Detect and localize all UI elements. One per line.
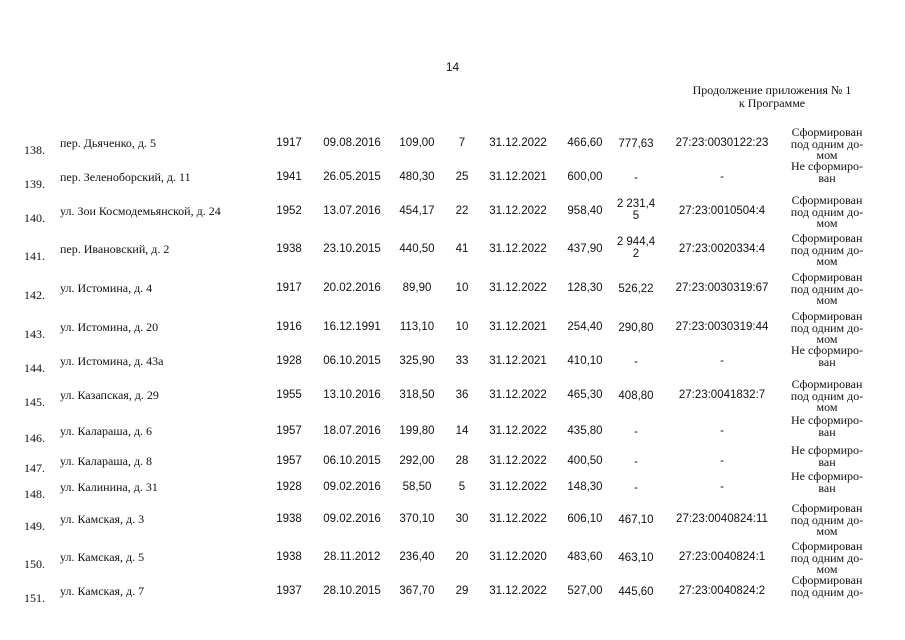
- address-cell: ул. Камская, д. 7: [60, 584, 145, 598]
- status-cell: [782, 415, 872, 438]
- value-cell: 128,30: [567, 282, 603, 294]
- year-cell: 1955: [276, 389, 302, 401]
- quantity-cell: 10: [455, 321, 469, 333]
- year-cell: 1941: [276, 171, 302, 183]
- quantity-cell: 41: [455, 243, 469, 255]
- year-cell: 1917: [276, 137, 302, 149]
- status-cell: [782, 503, 872, 538]
- row-number-cell: 150.: [24, 557, 45, 571]
- year-cell: 1957: [276, 425, 302, 437]
- area-cell: 370,10: [399, 513, 435, 525]
- amount-line: 408,80: [618, 390, 654, 402]
- amount-cell: [612, 283, 660, 295]
- status-line: под одним до-: [790, 281, 864, 296]
- cadastral-number-cell: -: [720, 171, 724, 183]
- status-line: Сформирован: [791, 231, 863, 245]
- amount-cell: [612, 356, 660, 368]
- status-cell: [782, 161, 872, 184]
- deadline-cell: 31.12.2022: [489, 205, 547, 217]
- status-line: мом: [816, 148, 838, 162]
- status-line: под одним до-: [790, 584, 864, 599]
- year-cell: 1916: [276, 321, 302, 333]
- status-line: мом: [816, 562, 838, 576]
- status-line: под одним до-: [790, 388, 864, 403]
- status-line: Сформирован: [791, 501, 863, 515]
- value-cell: 437,90: [567, 243, 603, 255]
- cadastral-number-cell: 27:23:0030319:44: [675, 321, 769, 333]
- area-cell: 480,30: [399, 171, 435, 183]
- row-number-cell: 144.: [24, 361, 45, 375]
- status-line: мом: [816, 293, 838, 307]
- address-cell: пер. Зеленоборский, д. 11: [60, 170, 191, 184]
- year-cell: 1937: [276, 585, 302, 597]
- status-line: под одним до-: [790, 242, 864, 257]
- deadline-cell: 31.12.2022: [489, 513, 547, 525]
- row-number-cell: 148.: [24, 487, 45, 501]
- year-cell: 1938: [276, 243, 302, 255]
- deadline-cell: 31.12.2021: [489, 355, 547, 367]
- amount-line: -: [634, 456, 638, 468]
- amount-cell: [612, 514, 660, 526]
- status-line: мом: [816, 216, 838, 230]
- status-line: Не сформиро-: [790, 469, 864, 483]
- area-cell: 109,00: [399, 137, 435, 149]
- row-number-cell: 145.: [24, 395, 45, 409]
- amount-cell: [612, 552, 660, 564]
- date-cell: 23.10.2015: [323, 243, 381, 255]
- status-line: Не сформиро-: [790, 443, 864, 457]
- date-cell: 20.02.2016: [323, 282, 381, 294]
- amount-cell: [612, 198, 660, 222]
- quantity-cell: 22: [455, 205, 469, 217]
- date-cell: 13.10.2016: [323, 389, 381, 401]
- amount-line: 467,10: [618, 514, 654, 526]
- quantity-cell: 20: [455, 551, 469, 563]
- cadastral-number-cell: 27:23:0020334:4: [678, 243, 766, 255]
- year-cell: 1917: [276, 282, 302, 294]
- year-cell: 1938: [276, 551, 302, 563]
- year-cell: 1957: [276, 455, 302, 467]
- status-line: Сформирован: [791, 539, 863, 553]
- cadastral-number-cell: 27:23:0040824:11: [676, 513, 768, 525]
- date-cell: 06.10.2015: [323, 355, 381, 367]
- cadastral-number-cell: -: [720, 355, 724, 367]
- cadastral-number-cell: -: [720, 425, 724, 437]
- amount-line: 2: [632, 248, 640, 260]
- area-cell: 454,17: [399, 205, 435, 217]
- quantity-cell: 7: [458, 137, 466, 149]
- quantity-cell: 28: [455, 455, 469, 467]
- continuation-line-2: к Программе: [738, 96, 806, 110]
- status-line: Не сформиро-: [790, 343, 864, 357]
- area-cell: 367,70: [399, 585, 435, 597]
- date-cell: 09.08.2016: [323, 137, 381, 149]
- amount-cell: [612, 456, 660, 468]
- status-cell: [782, 445, 872, 468]
- status-line: мом: [816, 254, 838, 268]
- status-cell: [782, 127, 872, 162]
- row-number-cell: 138.: [24, 143, 45, 157]
- date-cell: 28.11.2012: [323, 551, 381, 563]
- status-cell: [782, 345, 872, 368]
- amount-cell: [612, 586, 660, 598]
- status-cell: [782, 233, 872, 268]
- row-number-cell: 149.: [24, 519, 45, 533]
- amount-line: 5: [632, 210, 640, 222]
- quantity-cell: 36: [455, 389, 469, 401]
- deadline-cell: 31.12.2020: [489, 551, 547, 563]
- status-line: ван: [818, 354, 836, 369]
- deadline-cell: 31.12.2022: [489, 425, 547, 437]
- status-cell: [782, 272, 872, 307]
- status-line: Сформирован: [791, 377, 863, 391]
- year-cell: 1928: [276, 355, 302, 367]
- deadline-cell: 31.12.2022: [489, 389, 547, 401]
- address-cell: ул. Камская, д. 3: [60, 512, 145, 526]
- deadline-cell: 31.12.2021: [489, 321, 547, 333]
- quantity-cell: 14: [455, 425, 469, 437]
- quantity-cell: 30: [455, 513, 469, 525]
- quantity-cell: 33: [455, 355, 469, 367]
- amount-cell: [612, 322, 660, 334]
- status-line: мом: [816, 400, 838, 414]
- date-cell: 16.12.1991: [323, 321, 381, 333]
- value-cell: 600,00: [567, 171, 603, 183]
- address-cell: ул. Зои Космодемьянской, д. 24: [60, 204, 221, 218]
- address-cell: ул. Истомина, д. 20: [60, 320, 159, 334]
- status-cell: [782, 195, 872, 230]
- amount-cell: [612, 138, 660, 150]
- status-line: ван: [818, 454, 836, 469]
- value-cell: 148,30: [567, 481, 603, 493]
- deadline-cell: 31.12.2022: [489, 282, 547, 294]
- value-cell: 527,00: [567, 585, 603, 597]
- amount-line: -: [634, 172, 638, 184]
- quantity-cell: 25: [455, 171, 469, 183]
- address-cell: ул. Камская, д. 5: [60, 550, 145, 564]
- address-cell: ул. Казапская, д. 29: [60, 388, 159, 402]
- address-cell: пер. Ивановский, д. 2: [60, 242, 170, 256]
- row-number-cell: 140.: [24, 211, 45, 225]
- status-cell: [782, 471, 872, 494]
- amount-cell: [612, 426, 660, 438]
- status-cell: [782, 311, 872, 346]
- status-line: под одним до-: [790, 320, 864, 335]
- area-cell: 440,50: [399, 243, 435, 255]
- cadastral-number-cell: -: [720, 455, 724, 467]
- status-line: Сформирован: [791, 193, 863, 207]
- amount-line: 2 944,4: [616, 236, 656, 248]
- quantity-cell: 10: [455, 282, 469, 294]
- row-number-cell: 146.: [24, 431, 45, 445]
- cadastral-number-cell: 27:23:0010504:4: [678, 205, 766, 217]
- row-number-cell: 142.: [24, 288, 45, 302]
- status-line: Не сформиро-: [790, 413, 864, 427]
- status-line: Сформирован: [791, 573, 863, 587]
- area-cell: 318,50: [399, 389, 435, 401]
- amount-line: 2 231,4: [616, 198, 656, 210]
- row-number-cell: 141.: [24, 249, 45, 263]
- area-cell: 58,50: [402, 481, 432, 493]
- area-cell: 89,90: [402, 282, 432, 294]
- deadline-cell: 31.12.2022: [489, 455, 547, 467]
- area-cell: 236,40: [399, 551, 435, 563]
- amount-line: -: [634, 482, 638, 494]
- date-cell: 28.10.2015: [323, 585, 381, 597]
- cadastral-number-cell: -: [720, 481, 724, 493]
- row-number-cell: 139.: [24, 177, 45, 191]
- area-cell: 325,90: [399, 355, 435, 367]
- row-number-cell: 147.: [24, 461, 45, 475]
- status-cell: [782, 541, 872, 576]
- amount-cell: [612, 390, 660, 402]
- status-line: мом: [816, 332, 838, 346]
- status-line: под одним до-: [790, 550, 864, 565]
- deadline-cell: 31.12.2021: [489, 171, 547, 183]
- address-cell: ул. Истомина, д. 43а: [60, 354, 164, 368]
- date-cell: 09.02.2016: [323, 513, 381, 525]
- date-cell: 18.07.2016: [323, 425, 381, 437]
- date-cell: 06.10.2015: [323, 455, 381, 467]
- amount-cell: [612, 236, 660, 260]
- amount-line: 777,63: [618, 138, 654, 150]
- status-line: Не сформиро-: [790, 159, 864, 173]
- value-cell: 400,50: [567, 455, 603, 467]
- quantity-cell: 5: [458, 481, 466, 493]
- amount-cell: [612, 482, 660, 494]
- status-line: под одним до-: [790, 204, 864, 219]
- cadastral-number-cell: 27:23:0040824:2: [678, 585, 766, 597]
- amount-line: -: [634, 426, 638, 438]
- date-cell: 13.07.2016: [323, 205, 381, 217]
- value-cell: 466,60: [567, 137, 603, 149]
- cadastral-number-cell: 27:23:0030319:67: [675, 282, 769, 294]
- status-line: ван: [818, 170, 836, 185]
- row-number-cell: 143.: [24, 327, 45, 341]
- status-line: мом: [816, 524, 838, 538]
- continuation-line-1: Продолжение приложения № 1: [692, 83, 852, 97]
- status-line: ван: [818, 424, 836, 439]
- amount-line: 290,80: [618, 322, 654, 334]
- date-cell: 26.05.2015: [323, 171, 381, 183]
- area-cell: 113,10: [399, 321, 435, 333]
- date-cell: 09.02.2016: [323, 481, 381, 493]
- deadline-cell: 31.12.2022: [489, 481, 547, 493]
- status-line: Сформирован: [791, 125, 863, 139]
- amount-line: 463,10: [618, 552, 654, 564]
- cadastral-number-cell: 27:23:0030122:23: [675, 137, 769, 149]
- area-cell: 292,00: [399, 455, 435, 467]
- status-line: Сформирован: [791, 309, 863, 323]
- status-line: под одним до-: [790, 512, 864, 527]
- value-cell: 606,10: [567, 513, 603, 525]
- continuation-note: [672, 84, 872, 110]
- row-number-cell: 151.: [24, 591, 45, 605]
- deadline-cell: 31.12.2022: [489, 137, 547, 149]
- address-cell: ул. Калараша, д. 8: [60, 454, 153, 468]
- address-cell: пер. Дьяченко, д. 5: [60, 136, 157, 150]
- deadline-cell: 31.12.2022: [489, 243, 547, 255]
- year-cell: 1938: [276, 513, 302, 525]
- quantity-cell: 29: [455, 585, 469, 597]
- year-cell: 1952: [276, 205, 302, 217]
- amount-cell: [612, 172, 660, 184]
- address-cell: ул. Калинина, д. 31: [60, 480, 158, 494]
- status-cell: [782, 379, 872, 414]
- value-cell: 410,10: [567, 355, 603, 367]
- address-cell: ул. Истомина, д. 4: [60, 281, 153, 295]
- status-line: ван: [818, 480, 836, 495]
- value-cell: 254,40: [567, 321, 603, 333]
- amount-line: -: [634, 356, 638, 368]
- status-line: Сформирован: [791, 270, 863, 284]
- deadline-cell: 31.12.2022: [489, 585, 547, 597]
- amount-line: 526,22: [618, 283, 654, 295]
- page-number: 14: [445, 60, 460, 74]
- cadastral-number-cell: 27:23:0040824:1: [678, 551, 766, 563]
- amount-line: 445,60: [618, 586, 654, 598]
- status-line: под одним до-: [790, 136, 864, 151]
- year-cell: 1928: [276, 481, 302, 493]
- address-cell: ул. Калараша, д. 6: [60, 424, 153, 438]
- status-cell: [782, 575, 872, 598]
- cadastral-number-cell: 27:23:0041832:7: [678, 389, 766, 401]
- value-cell: 958,40: [567, 205, 603, 217]
- value-cell: 435,80: [567, 425, 603, 437]
- value-cell: 483,60: [567, 551, 603, 563]
- area-cell: 199,80: [399, 425, 435, 437]
- value-cell: 465,30: [567, 389, 603, 401]
